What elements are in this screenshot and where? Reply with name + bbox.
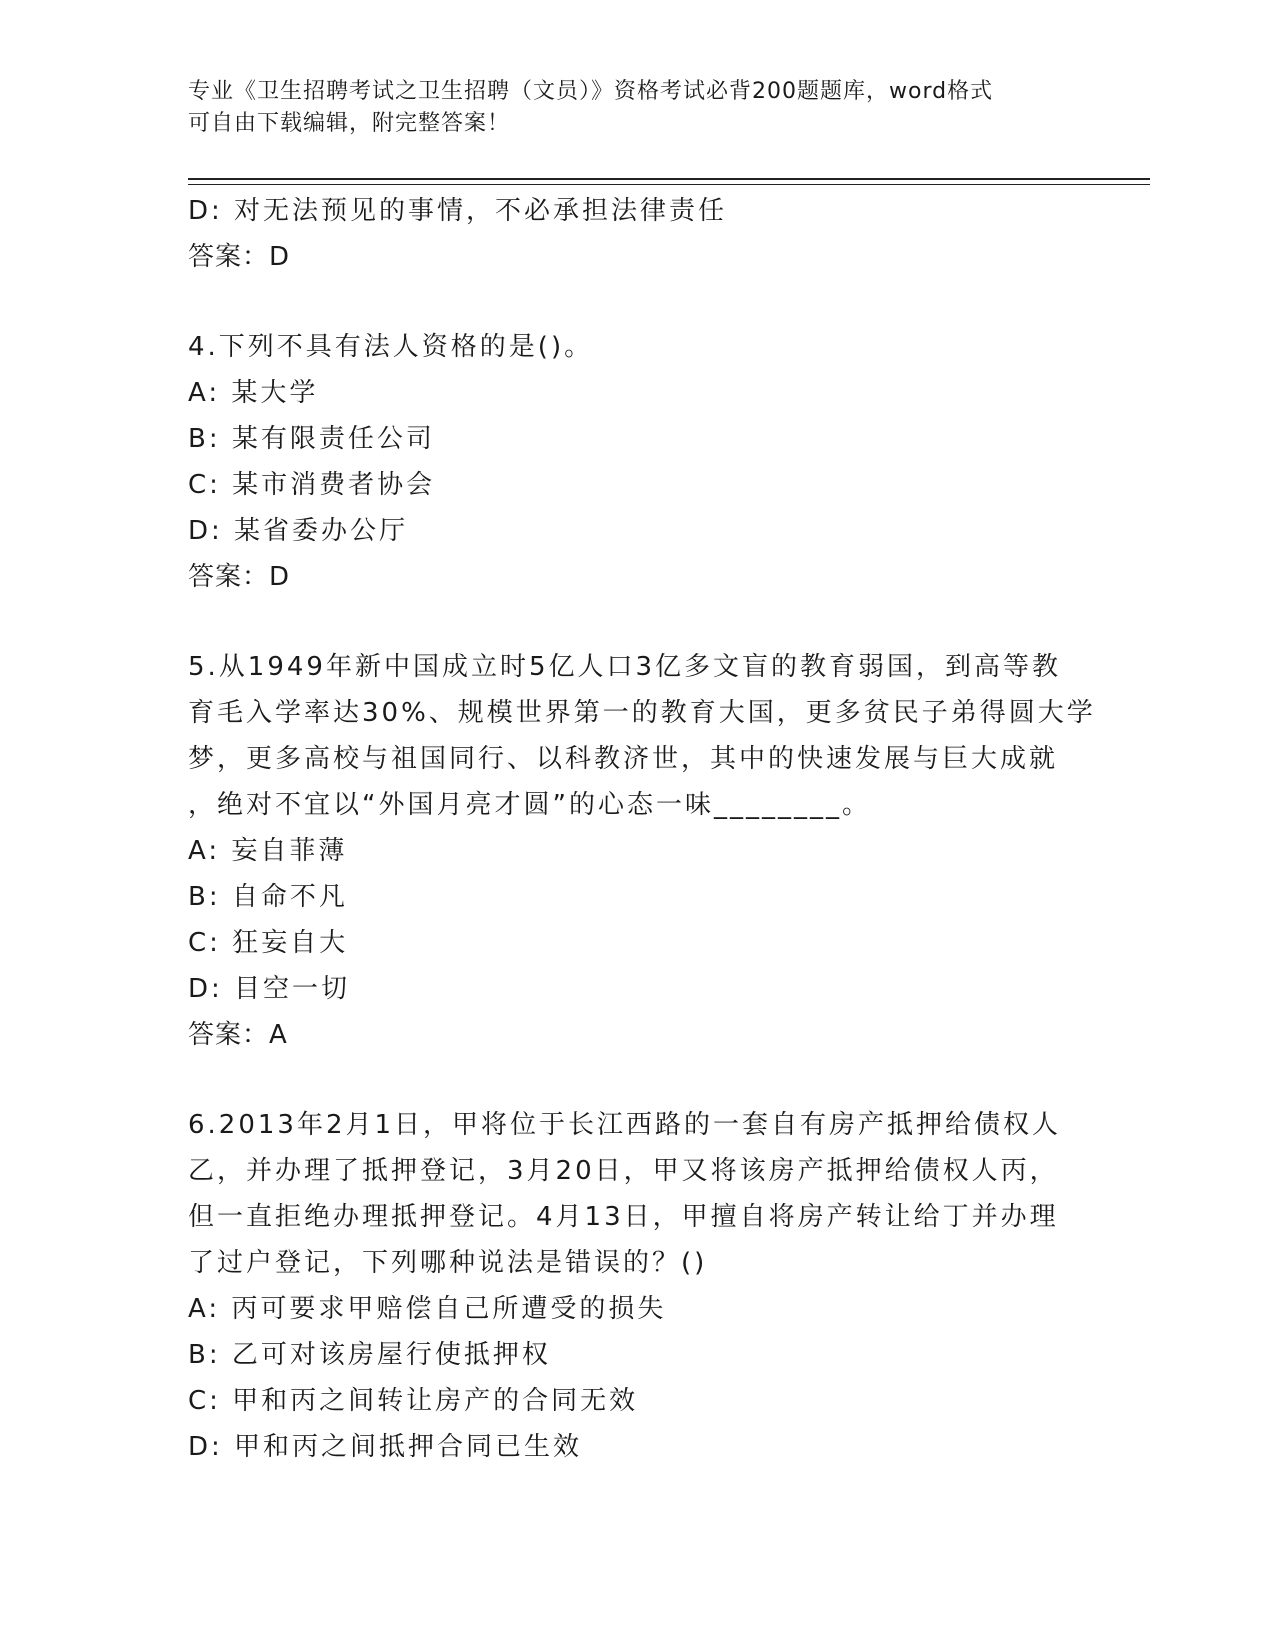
option-b: B: 自命不凡 [188,882,348,912]
question-stem-line: 5.从1949年新中国成立时5亿人口3亿多文盲的教育弱国，到高等教 [188,652,1062,682]
option-d: D: 对无法预见的事情，不必承担法律责任 [188,196,728,226]
question-stem-line: 梦，更多高校与祖国同行、以科教济世，其中的快速发展与巨大成就 [188,744,1059,774]
option-a: A: 妄自菲薄 [188,836,348,866]
header-line-2: 可自由下载编辑，附完整答案！ [188,111,511,136]
answer-label: 答案：D [188,562,291,592]
previous-question-tail [188,188,1088,280]
header-divider-thick [188,178,1150,180]
option-c: C: 某市消费者协会 [188,470,436,500]
question-stem-line: 但一直拒绝办理抵押登记。4月13日，甲擅自将房产转让给丁并办理 [188,1202,1059,1232]
option-d: D: 甲和丙之间抵押合同已生效 [188,1432,583,1462]
answer-label: 答案：D [188,242,291,272]
question-stem-line: 4.下列不具有法人资格的是()。 [188,332,594,362]
question-stem-line: 乙，并办理了抵押登记，3月20日，甲又将该房产抵押给债权人丙， [188,1156,1059,1186]
question-stem-line: ，绝对不宜以“外国月亮才圆”的心态一味________。 [188,790,871,820]
question-list [188,188,1096,1470]
option-c: C: 狂妄自大 [188,928,349,958]
option-b: B: 某有限责任公司 [188,424,435,454]
question-stem-line: 6.2013年2月1日，甲将位于长江西路的一套自有房产抵押给债权人 [188,1110,1062,1140]
option-a: A: 丙可要求甲赔偿自己所遭受的损失 [188,1294,667,1324]
answer-label: 答案：A [188,1020,288,1050]
header-line-1: 专业《卫生招聘考试之卫生招聘（文员）》资格考试必背200题题库，word格式 [188,79,994,104]
option-b: B: 乙可对该房屋行使抵押权 [188,1340,551,1370]
option-a: A: 某大学 [188,378,319,408]
option-d: D: 某省委办公厅 [188,516,409,546]
question-stem-line: 育毛入学率达30%、规模世界第一的教育大国，更多贫民子弟得圆大学 [188,698,1096,728]
question-6 [188,1102,1088,1470]
header-divider-thin [188,184,1150,185]
option-c: C: 甲和丙之间转让房产的合同无效 [188,1386,639,1416]
option-d: D: 目空一切 [188,974,351,1004]
question-stem-line: 了过户登记，下列哪种说法是错误的？() [188,1248,708,1278]
question-5 [188,644,1096,1058]
document-header [188,76,1088,140]
question-4 [188,324,1088,600]
